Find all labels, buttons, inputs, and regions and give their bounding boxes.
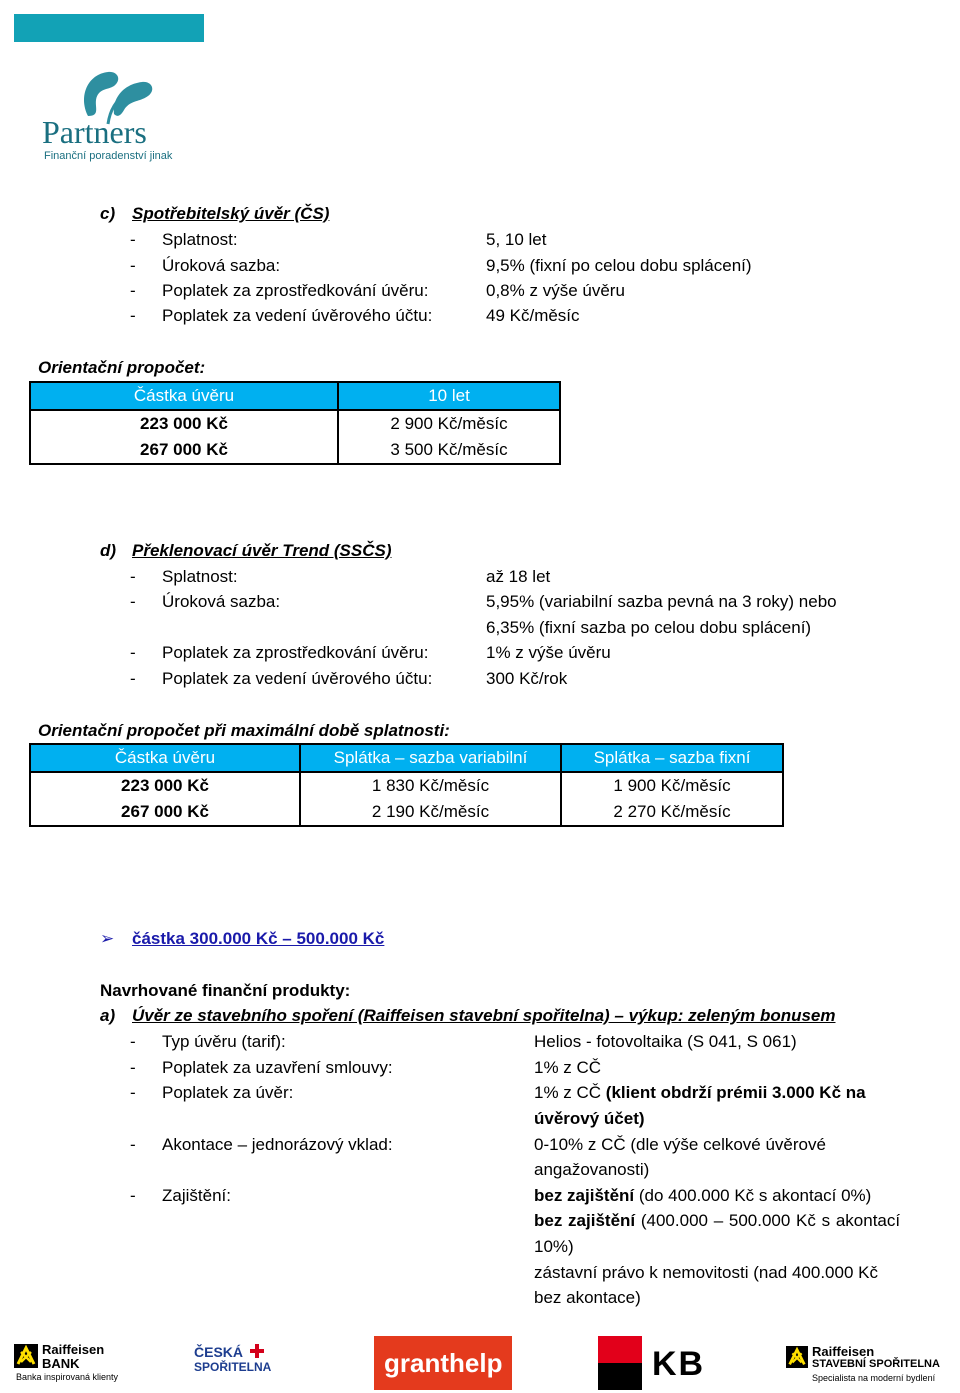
section-d-item-dash: -: [130, 567, 136, 586]
section-d-marker: d): [100, 541, 117, 560]
table-row: [30, 799, 783, 826]
zajisteni-option-2: [534, 1210, 900, 1232]
table-cell: 223 000 Kč: [30, 410, 338, 437]
ceska-sporitelna-logo: [194, 1344, 274, 1380]
proposed-heading: Navrhované finanční produkty:: [100, 981, 351, 1000]
proposed-item-dash: -: [130, 1135, 136, 1154]
zajisteni-option-1: [534, 1185, 871, 1207]
table-header-cell: Splátka – sazba variabilní: [300, 744, 561, 772]
table-cell: 1 900 Kč/měsíc: [561, 772, 783, 799]
section-d-item-value: 300 Kč/rok: [486, 669, 568, 688]
raiffeisen-stavebni-logo: [786, 1342, 956, 1388]
zajisteni-option-3: zástavní právo k nemovitosti (nad 400.000 Kč: [534, 1263, 878, 1282]
typ-value: Helios - fotovoltaika (S 041, S 061): [534, 1032, 797, 1051]
uver-value-bold: (klient obdrží prémii 3.000 Kč na: [605, 1083, 866, 1102]
table-header-row: [30, 744, 783, 772]
uver-value-plain: 1% z CČ: [534, 1083, 606, 1102]
table-header-cell: 10 let: [338, 382, 560, 410]
raiffeisen-bank-logo: [14, 1340, 164, 1386]
rss-sub: STAVEBNÍ SPOŘITELNA: [812, 1358, 940, 1370]
section-c-item-value: 5, 10 let: [486, 230, 547, 249]
cs-name-1: ČESKÁ: [194, 1344, 244, 1360]
uver-value: [534, 1082, 866, 1104]
raiffeisen-gable-icon: [786, 1346, 808, 1368]
section-c-item-label: Splatnost:: [162, 230, 238, 249]
section-d-table: [29, 743, 784, 827]
proposed-marker: a): [100, 1006, 116, 1025]
raiffeisen-gable-icon: [14, 1344, 38, 1368]
akontace-value: 0-10% z CČ (dle výše celkové úvěrové: [534, 1135, 826, 1154]
typ-label: Typ úvěru (tarif):: [162, 1032, 286, 1051]
section-d-title: Překlenovací úvěr Trend (SSČS): [132, 541, 392, 560]
section-c-item-value: 9,5% (fixní po celou dobu splácení): [486, 256, 752, 275]
section-c-item-value: 49 Kč/měsíc: [486, 306, 580, 325]
proposed-item-dash: -: [130, 1032, 136, 1051]
granthelp-logo: [374, 1336, 512, 1390]
partners-logo: [40, 66, 190, 166]
section-c-title: Spotřebitelský úvěr (ČS): [132, 204, 330, 223]
section-c-item-dash: -: [130, 306, 136, 325]
section-c-calc-title: Orientační propočet:: [38, 358, 206, 377]
table-header-cell: Částka úvěru: [30, 744, 300, 772]
zajisteni-bold: bez zajištění: [534, 1186, 635, 1205]
section-d-item-value: až 18 let: [486, 567, 551, 586]
section-c-marker: c): [100, 204, 116, 223]
cs-cross-icon: [250, 1344, 264, 1358]
section-d-item-value: 5,95% (variabilní sazba pevná na 3 roky) nebo: [486, 592, 837, 611]
kb-text: KB: [652, 1345, 706, 1383]
table-cell: 223 000 Kč: [30, 772, 300, 799]
section-d-item-dash: -: [130, 643, 136, 662]
section-d-item-value-continued: 6,35% (fixní sazba po celou dobu splácení): [486, 618, 812, 637]
table-cell: 267 000 Kč: [30, 437, 338, 464]
section-c-item-dash: -: [130, 230, 136, 249]
header-accent-bar: [14, 14, 204, 42]
section-d-item-label: Poplatek za zprostředkování úvěru:: [162, 643, 429, 662]
zajisteni-label: Zajištění:: [162, 1186, 231, 1205]
section-c-table: [29, 381, 561, 465]
kb-black-block: [598, 1363, 642, 1390]
table-row: [30, 410, 560, 437]
table-cell: 1 830 Kč/měsíc: [300, 772, 561, 799]
zajisteni-rest: (400.000 – 500.000 Kč s akontací: [635, 1211, 901, 1230]
proposed-item-dash: -: [130, 1058, 136, 1077]
proposed-item-dash: -: [130, 1186, 136, 1205]
cs-name-2: SPOŘITELNA: [194, 1360, 272, 1374]
kb-logo: [598, 1336, 718, 1390]
rb-tag: Banka inspirovaná klienty: [16, 1372, 119, 1382]
zajisteni-option-3-continued: bez akontace): [534, 1288, 641, 1307]
zajisteni-bold: bez zajištění: [534, 1211, 636, 1230]
rb-name: Raiffeisen: [42, 1342, 105, 1357]
rss-name: Raiffeisen: [812, 1344, 875, 1359]
section-d-item-dash: -: [130, 592, 136, 611]
uzavreni-label: Poplatek za uzavření smlouvy:: [162, 1058, 393, 1077]
zajisteni-rest: (do 400.000 Kč s akontací 0%): [634, 1186, 872, 1205]
proposed-title: Úvěr ze stavebního spoření (Raiffeisen stavební spořitelna) – výkup: zeleným bonusem: [132, 1006, 836, 1025]
table-cell: 267 000 Kč: [30, 799, 300, 826]
brand-tagline: Finanční poradenství jinak: [44, 150, 173, 162]
section-d-item-label: Poplatek za vedení úvěrového účtu:: [162, 669, 433, 688]
granthelp-text: granthelp: [384, 1348, 503, 1378]
section-c-item-value: 0,8% z výše úvěru: [486, 281, 625, 300]
uzavreni-value: 1% z CČ: [534, 1058, 602, 1077]
table-row: [30, 437, 560, 464]
table-cell: 2 270 Kč/měsíc: [613, 802, 731, 821]
amount-range-text: částka 300.000 Kč – 500.000 Kč: [132, 929, 385, 948]
table-header-cell: Splátka – sazba fixní: [561, 744, 783, 772]
kb-red-block: [598, 1336, 642, 1363]
table-cell: 3 500 Kč/měsíc: [390, 440, 508, 459]
table-row: [30, 772, 783, 799]
section-d-item-dash: -: [130, 669, 136, 688]
section-d-item-label: Splatnost:: [162, 567, 238, 586]
section-d-item-value: 1% z výše úvěru: [486, 643, 611, 662]
akontace-value-continued: angažovanosti): [534, 1160, 650, 1179]
table-cell: 2 900 Kč/měsíc: [338, 410, 560, 437]
section-d-item-label: Úroková sazba:: [162, 592, 281, 611]
arrow-bullet-icon: ➢: [100, 929, 115, 948]
proposed-item-dash: -: [130, 1083, 136, 1102]
section-c-item-dash: -: [130, 281, 136, 300]
section-c-item-label: Úroková sazba:: [162, 256, 281, 275]
rb-sub: BANK: [42, 1356, 80, 1371]
section-c-item-label: Poplatek za vedení úvěrového účtu:: [162, 306, 433, 325]
section-c-item-dash: -: [130, 256, 136, 275]
brand-name: Partners: [42, 114, 147, 150]
section-c-item-label: Poplatek za zprostředkování úvěru:: [162, 281, 429, 300]
uver-value-continued: úvěrový účet): [534, 1109, 645, 1128]
uver-label: Poplatek za úvěr:: [162, 1083, 294, 1102]
table-header-row: [30, 382, 560, 410]
section-d-calc-title: Orientační propočet při maximální době splatnosti:: [38, 721, 450, 740]
table-header-cell: Částka úvěru: [30, 382, 338, 410]
table-cell: 2 190 Kč/měsíc: [300, 799, 561, 826]
zajisteni-option-2-continued: 10%): [534, 1237, 574, 1256]
rss-tag: Specialista na moderní bydlení: [812, 1373, 936, 1383]
akontace-label: Akontace – jednorázový vklad:: [162, 1135, 393, 1154]
